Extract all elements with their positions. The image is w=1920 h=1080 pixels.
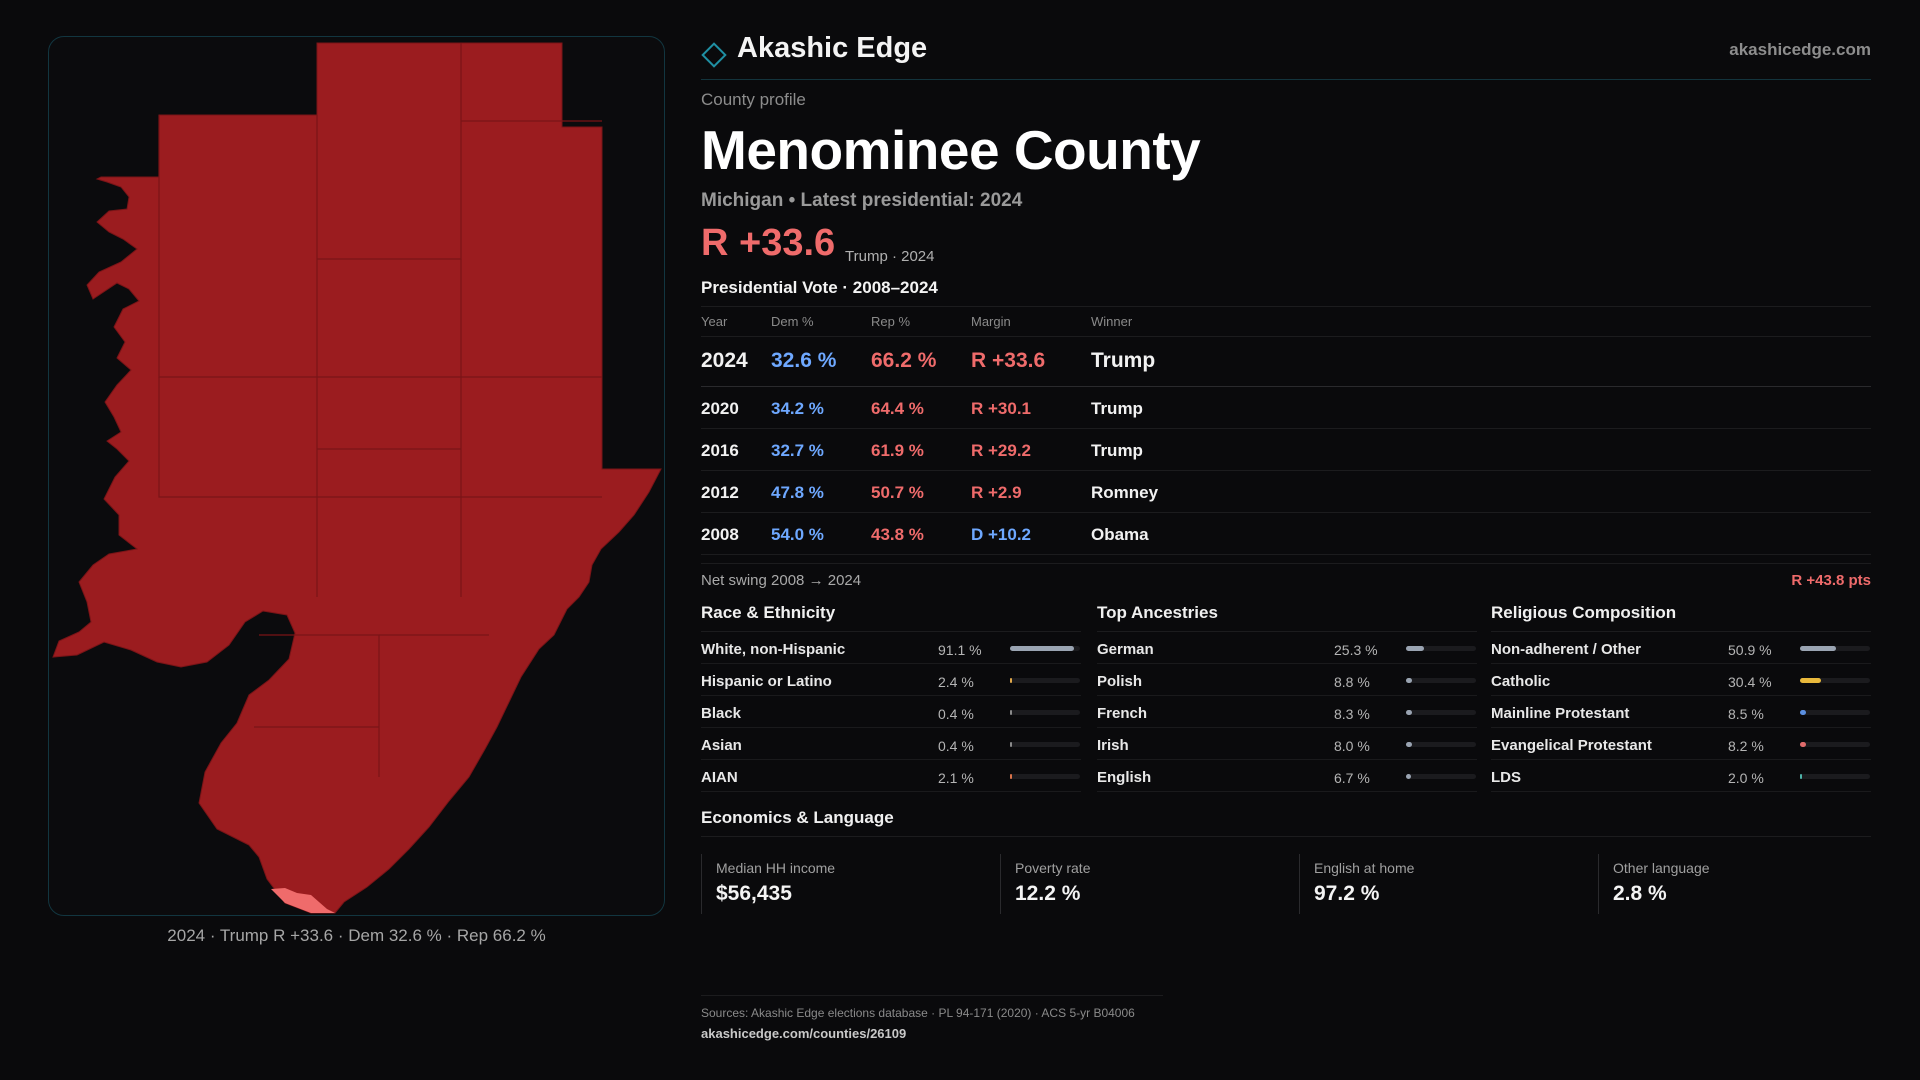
stat-label: German: [1097, 641, 1154, 658]
stat-label: Polish: [1097, 673, 1143, 690]
headline-margin-note: Trump · 2024: [845, 248, 935, 265]
stat-pct: 8.8 %: [1334, 674, 1370, 690]
stat-pct: 0.4 %: [938, 706, 974, 722]
stat-pct: 8.2 %: [1728, 738, 1764, 754]
net-swing-value: R +43.8 pts: [1791, 572, 1871, 589]
table-row: [701, 387, 1871, 429]
stat-row: [1097, 728, 1477, 760]
stat-bar: [1010, 742, 1080, 747]
cell-margin: R +2.9: [971, 483, 1022, 502]
footer-link[interactable]: akashicedge.com/counties/26109: [701, 1026, 907, 1041]
race-section: [701, 600, 1081, 792]
cell-year: 2012: [701, 483, 739, 502]
stat-row: [1097, 632, 1477, 664]
cell-year: 2008: [701, 525, 739, 544]
net-swing: [701, 563, 1871, 593]
cell-rep: 43.8 %: [871, 525, 924, 544]
stat-bar: [1406, 742, 1476, 747]
stat-row: [701, 632, 1081, 664]
table-row: [701, 337, 1871, 387]
page-subtitle: Michigan • Latest presidential: 2024: [701, 190, 1023, 211]
stat-bar-fill: [1010, 710, 1012, 715]
stat-row: [1491, 664, 1871, 696]
header-year: Year: [701, 314, 728, 329]
stat-bar-fill: [1406, 774, 1411, 779]
profile-panel: [701, 28, 1871, 1058]
econ-label: Other language: [1613, 860, 1710, 876]
stat-label: AIAN: [701, 769, 738, 786]
stat-bar-fill: [1406, 678, 1412, 683]
stat-bar-fill: [1406, 646, 1424, 651]
stat-label: English: [1097, 769, 1152, 786]
cell-dem: 32.6 %: [771, 349, 837, 372]
stat-row: [1491, 760, 1871, 792]
stat-pct: 25.3 %: [1334, 642, 1378, 658]
vote-table: [701, 306, 1871, 555]
footer-sources: Sources: Akashic Edge elections database · PL 94-171 (2020) · ACS 5-yr B04006: [701, 1006, 1135, 1020]
table-row: [701, 513, 1871, 555]
econ-label: English at home: [1314, 860, 1415, 876]
economics-title: Economics & Language: [701, 805, 1871, 837]
stat-pct: 6.7 %: [1334, 770, 1370, 786]
cell-rep: 64.4 %: [871, 399, 924, 418]
brand-url[interactable]: akashicedge.com: [1729, 40, 1871, 59]
stat-label: French: [1097, 705, 1148, 722]
stat-bar: [1010, 774, 1080, 779]
stat-row: [1491, 632, 1871, 664]
religion-title: Religious Composition: [1491, 600, 1871, 632]
stat-pct: 91.1 %: [938, 642, 982, 658]
stat-bar: [1010, 678, 1080, 683]
stat-bar: [1800, 774, 1870, 779]
cell-margin: R +30.1: [971, 399, 1032, 418]
cell-rep: 50.7 %: [871, 483, 924, 502]
stat-bar: [1800, 710, 1870, 715]
stat-bar-fill: [1800, 774, 1802, 779]
cell-winner: Obama: [1091, 525, 1149, 544]
stat-bar: [1800, 678, 1870, 683]
header-dem: Dem %: [771, 314, 814, 329]
stat-bar-fill: [1010, 646, 1074, 651]
stat-bar-fill: [1800, 742, 1806, 747]
religion-section: [1491, 600, 1871, 792]
header-rep: Rep %: [871, 314, 911, 329]
ancestry-section: [1097, 600, 1477, 792]
stat-bar: [1010, 646, 1080, 651]
net-swing-label: Net swing 2008 → 2024: [701, 572, 862, 589]
county-map: [49, 37, 665, 916]
table-row: [701, 471, 1871, 513]
cell-dem: 47.8 %: [771, 483, 824, 502]
cell-rep: 66.2 %: [871, 349, 937, 372]
econ-card-other-language: [1598, 854, 1871, 914]
stat-pct: 0.4 %: [938, 738, 974, 754]
headline-margin: R +33.6: [701, 222, 836, 264]
stat-bar: [1010, 710, 1080, 715]
stat-bar-fill: [1010, 678, 1012, 683]
page-title: Menominee County: [701, 119, 1201, 181]
stat-label: Mainline Protestant: [1491, 705, 1630, 722]
county-map-panel: [48, 36, 665, 916]
econ-card-english: [1299, 854, 1597, 914]
vote-table-header: [701, 306, 1871, 337]
brand-name: Akashic Edge: [737, 32, 928, 64]
stat-row: [701, 664, 1081, 696]
cell-year: 2020: [701, 399, 739, 418]
stat-row: [1097, 664, 1477, 696]
stat-bar-fill: [1406, 742, 1412, 747]
stat-bar-fill: [1800, 646, 1836, 651]
econ-value: 97.2 %: [1314, 882, 1380, 905]
stat-row: [1097, 696, 1477, 728]
stat-row: [701, 760, 1081, 792]
stat-label: Evangelical Protestant: [1491, 737, 1652, 754]
cell-winner: Trump: [1091, 349, 1156, 372]
stat-bar: [1406, 710, 1476, 715]
stat-bar: [1406, 774, 1476, 779]
diamond-logo-icon: [701, 42, 727, 68]
stat-row: [701, 696, 1081, 728]
stat-label: Asian: [701, 737, 742, 754]
stat-bar: [1800, 742, 1870, 747]
map-caption: 2024 · Trump R +33.6 · Dem 32.6 % · Rep 66.2 %: [167, 926, 546, 945]
stat-pct: 8.0 %: [1334, 738, 1370, 754]
stat-bar-fill: [1406, 710, 1412, 715]
cell-winner: Trump: [1091, 399, 1143, 418]
footer: [701, 995, 1163, 1041]
econ-value: 12.2 %: [1015, 882, 1081, 905]
stat-pct: 30.4 %: [1728, 674, 1772, 690]
stat-label: Irish: [1097, 737, 1129, 754]
cell-dem: 34.2 %: [771, 399, 824, 418]
econ-value: $56,435: [716, 882, 792, 905]
stat-pct: 8.3 %: [1334, 706, 1370, 722]
econ-value: 2.8 %: [1613, 882, 1667, 905]
econ-label: Poverty rate: [1015, 860, 1091, 876]
cell-year: 2016: [701, 441, 739, 460]
cell-winner: Romney: [1091, 483, 1159, 502]
stat-bar: [1406, 646, 1476, 651]
cell-rep: 61.9 %: [871, 441, 924, 460]
stat-row: [1491, 728, 1871, 760]
stat-pct: 2.4 %: [938, 674, 974, 690]
stat-label: Catholic: [1491, 673, 1551, 690]
cell-winner: Trump: [1091, 441, 1143, 460]
econ-label: Median HH income: [716, 860, 836, 876]
cell-margin: R +29.2: [971, 441, 1032, 460]
stat-label: LDS: [1491, 769, 1521, 786]
economics-grid: [701, 854, 1871, 914]
stat-label: Hispanic or Latino: [701, 673, 832, 690]
cell-margin: D +10.2: [971, 525, 1032, 544]
stat-bar-fill: [1800, 710, 1806, 715]
cell-dem: 32.7 %: [771, 441, 824, 460]
stat-bar-fill: [1010, 742, 1012, 747]
econ-card-income: [701, 854, 999, 914]
stat-pct: 50.9 %: [1728, 642, 1772, 658]
header-margin: Margin: [971, 314, 1011, 329]
stat-row: [701, 728, 1081, 760]
stat-label: Non-adherent / Other: [1491, 641, 1642, 658]
table-row: [701, 429, 1871, 471]
county-shape: [53, 43, 661, 913]
page-eyebrow: County profile: [701, 90, 806, 109]
cell-dem: 54.0 %: [771, 525, 824, 544]
cell-year: 2024: [701, 349, 748, 372]
stat-pct: 2.1 %: [938, 770, 974, 786]
brand-header: [701, 28, 1871, 80]
stat-row: [1097, 760, 1477, 792]
stat-label: White, non-Hispanic: [701, 641, 846, 658]
stat-bar: [1800, 646, 1870, 651]
ancestry-title: Top Ancestries: [1097, 600, 1477, 632]
votes-section-title: Presidential Vote · 2008–2024: [701, 278, 938, 297]
stat-bar-fill: [1800, 678, 1821, 683]
stat-pct: 8.5 %: [1728, 706, 1764, 722]
stat-label: Black: [701, 705, 742, 722]
econ-card-poverty: [1000, 854, 1298, 914]
header-winner: Winner: [1091, 314, 1133, 329]
stat-pct: 2.0 %: [1728, 770, 1764, 786]
cell-margin: R +33.6: [971, 349, 1046, 372]
stat-bar: [1406, 678, 1476, 683]
race-title: Race & Ethnicity: [701, 600, 1081, 632]
stat-bar-fill: [1010, 774, 1012, 779]
stat-row: [1491, 696, 1871, 728]
